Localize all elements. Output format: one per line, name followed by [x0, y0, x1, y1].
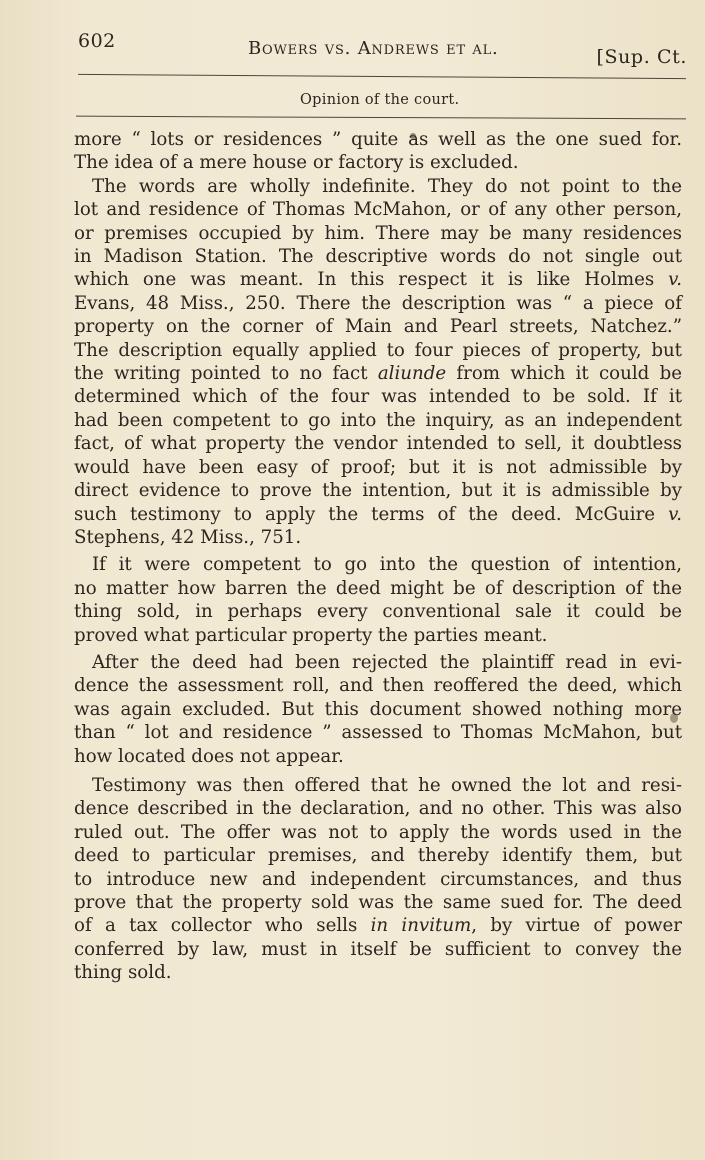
paragraph-4 — [74, 651, 682, 768]
header-rule — [78, 74, 686, 79]
text-line: After the deed had been rejected the plaintiff read in evi- — [92, 651, 682, 673]
text-line: would have been easy of proof; but it is not admissible by — [74, 456, 682, 478]
text-line: no matter how barren the deed might be of description of the — [74, 577, 682, 599]
text-line: determined which of the four was intended to be sold. If it — [74, 386, 682, 408]
case-title: Bowers vs. Andrews et al. — [248, 38, 499, 59]
text-line: of a tax collector who sells in invitum, by virtue of power — [74, 915, 682, 937]
text-line: which one was meant. In this respect it is like Holmes v. — [74, 269, 682, 291]
text-line: prove that the property sold was the same sued for. The deed — [74, 892, 682, 913]
text-line: dence the assessment roll, and then reoffered the deed, which — [74, 675, 682, 697]
text-line: The idea of a mere house or factory is excluded. — [74, 152, 519, 174]
text-line: conferred by law, must in itself be sufficient to convey the — [74, 938, 682, 960]
text-line: ruled out. The offer was not to apply the words used in the — [74, 821, 682, 843]
text-line: more “ lots or residences ” quite as well as the one sued for. — [74, 129, 682, 150]
text-line: thing sold, in perhaps every conventional sale it could be — [74, 601, 682, 623]
text-line: deed to particular premises, and thereby identify them, but — [74, 845, 682, 867]
text-line: direct evidence to prove the intention, but it is admissible by — [74, 480, 682, 502]
paragraph-3 — [74, 553, 682, 647]
page-number: 602 — [78, 30, 116, 52]
section-rule — [76, 116, 686, 120]
text-line: than “ lot and residence ” assessed to Thomas McMahon, but — [74, 722, 682, 744]
paragraph-1 — [74, 128, 682, 175]
text-line: Stephens, 42 Miss., 751. — [74, 526, 302, 548]
text-line: Testimony was then offered that he owned the lot and resi- — [92, 774, 682, 796]
text-line: the writing pointed to no fact aliunde from which it could be — [74, 363, 682, 385]
text-line: had been competent to go into the inquiry, as an independent — [74, 409, 682, 431]
running-head — [78, 30, 687, 68]
opinion-text — [74, 128, 682, 985]
text-line: such testimony to apply the terms of the deed. McGuire v. — [74, 503, 682, 525]
text-line: lot and residence of Thomas McMahon, or of any other person, — [74, 199, 682, 221]
text-line: to introduce new and independent circumstances, and thus — [74, 868, 682, 890]
text-line: in Madison Station. The descriptive words do not single out — [74, 246, 682, 268]
text-line: The words are wholly indefinite. They do not point to the — [92, 175, 682, 197]
text-line: thing sold. — [74, 962, 172, 984]
text-line: was again excluded. But this document showed nothing more — [74, 698, 682, 720]
text-line: property on the corner of Main and Pearl streets, Natchez.” — [74, 316, 682, 338]
text-line: Evans, 48 Miss., 250. There the description was “ a piece of — [74, 292, 682, 314]
paragraph-2 — [74, 175, 682, 550]
paragraph-5 — [74, 774, 682, 985]
text-line: dence described in the declaration, and no other. This was also — [74, 798, 682, 820]
text-line: The description equally applied to four pieces of property, but — [74, 339, 682, 361]
text-line: If it were competent to go into the question of intention, — [92, 554, 682, 576]
text-line: or premises occupied by him. There may be many residences — [74, 222, 682, 244]
court-abbreviation: [Sup. Ct. — [596, 46, 687, 68]
text-line: proved what particular property the parties meant. — [74, 624, 548, 646]
section-label: Opinion of the court. — [300, 92, 460, 108]
text-line: how located does not appear. — [74, 745, 344, 767]
text-line: fact, of what property the vendor intended to sell, it doubtless — [74, 433, 682, 455]
